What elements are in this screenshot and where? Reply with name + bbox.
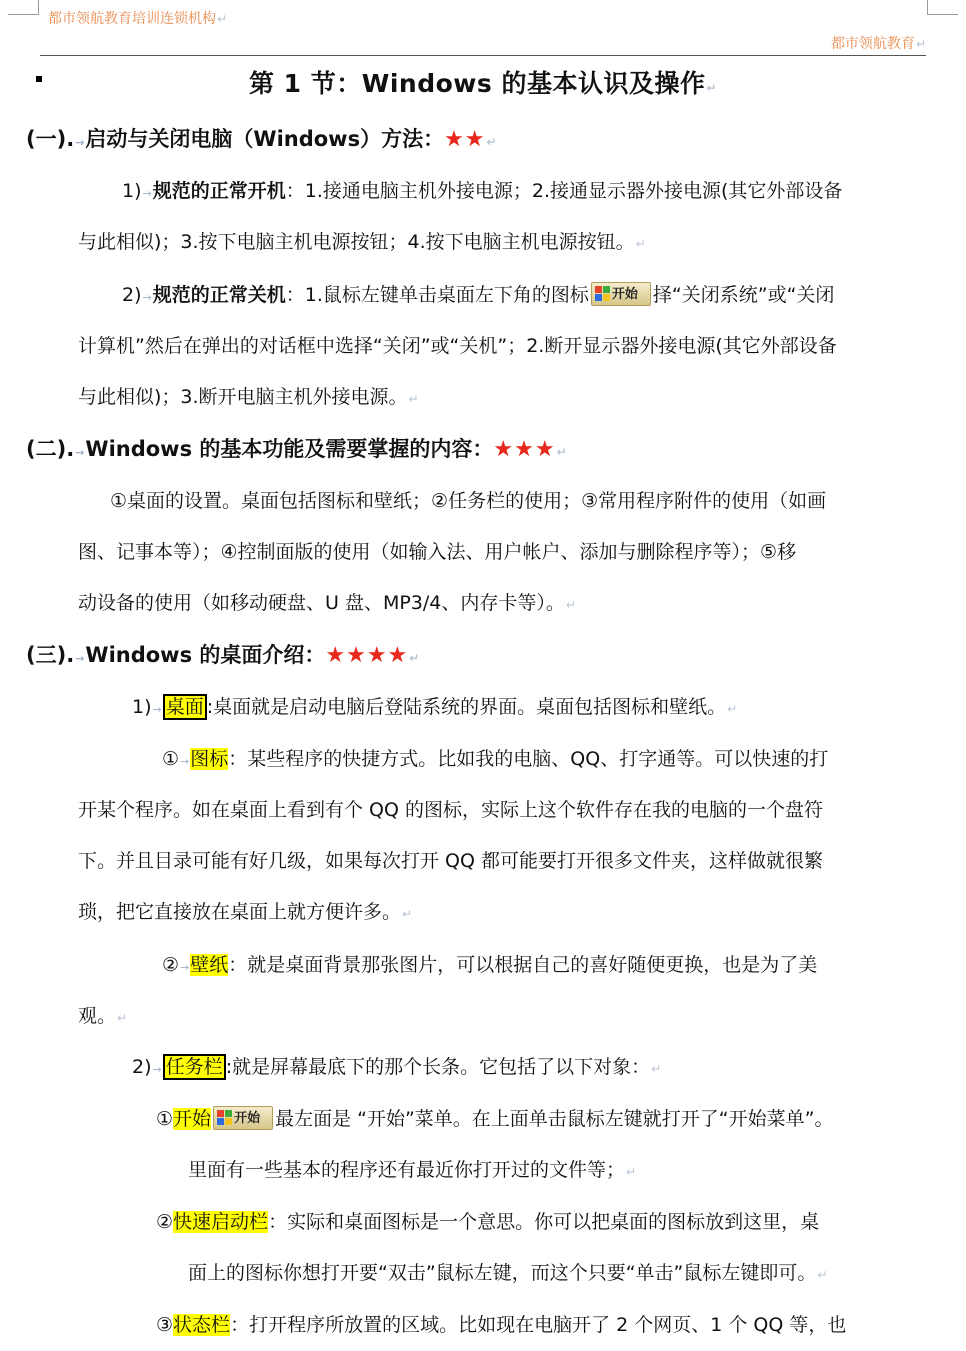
section-number: (三). bbox=[26, 643, 75, 667]
paragraph-poweron-2 bbox=[78, 217, 646, 270]
section-title: 启动与关闭电脑（Windows）方法： bbox=[85, 127, 445, 151]
paragraph-text: 琐，把它直接放在桌面上就方便许多。 bbox=[78, 901, 402, 923]
page-title bbox=[0, 64, 966, 108]
start-button-image bbox=[591, 282, 651, 306]
section-number: (一). bbox=[26, 127, 75, 151]
term-desktop: 桌面 bbox=[163, 694, 207, 720]
paragraph-mark-icon: ↵ bbox=[706, 81, 718, 95]
paragraph-start-2 bbox=[188, 1145, 636, 1198]
tab-arrow-icon: → bbox=[75, 652, 85, 665]
paragraph-start-1 bbox=[156, 1094, 833, 1145]
item-number: ① bbox=[162, 748, 180, 770]
paragraph-wallpaper-2 bbox=[78, 991, 127, 1044]
start-button-label: 开始 bbox=[234, 1110, 261, 1126]
windows-flag-icon bbox=[595, 286, 610, 301]
item-number: ① bbox=[156, 1108, 174, 1130]
paragraph-mark-icon: ↵ bbox=[626, 1165, 637, 1179]
page-title-text: 第 1 节：Windows 的基本认识及操作 bbox=[248, 69, 706, 98]
paragraph-text: ：1.接通电脑主机外接电源；2.接通显示器外接电源(其它外部设备 bbox=[285, 180, 843, 202]
paragraph-text: 观。 bbox=[78, 1005, 117, 1027]
start-button-label: 开始 bbox=[611, 286, 638, 302]
paragraph-text: 图、记事本等）；④控制面版的使用（如输入法、用户帐户、添加与删除程序等）；⑤移 bbox=[78, 541, 797, 563]
tab-arrow-icon: → bbox=[142, 291, 152, 304]
tab-arrow-icon: → bbox=[152, 1063, 162, 1076]
paragraph-functions-1 bbox=[110, 476, 826, 527]
paragraph-text: ：打开程序所放置的区域。比如现在电脑开了 2 个网页、1 个 QQ 等，也 bbox=[230, 1314, 847, 1336]
paragraph-text: :就是屏幕最底下的那个长条。它包括了以下对象： bbox=[225, 1056, 651, 1078]
paragraph-text: ：实际和桌面图标是一个意思。你可以把桌面的图标放到这里，桌 bbox=[268, 1211, 820, 1233]
paragraph-mark-icon: ↵ bbox=[817, 1268, 828, 1282]
term-statusbar: 状态栏 bbox=[173, 1314, 231, 1336]
paragraph-poweron-1 bbox=[122, 166, 842, 219]
paragraph-text: 与此相似)；3.按下电脑主机电源按钮；4.按下电脑主机电源按钮。 bbox=[78, 231, 635, 253]
paragraph-mark-icon: ↵ bbox=[635, 237, 646, 251]
paragraph-desktop bbox=[132, 682, 737, 735]
section-heading-2 bbox=[26, 432, 567, 470]
paragraph-text: 里面有一些基本的程序还有最近你打开过的文件等； bbox=[188, 1159, 626, 1181]
paragraph-text: 下。并且目录可能有好几级，如果每次打开 QQ 都可能要打开很多文件夹，这样做就很繁 bbox=[78, 850, 823, 872]
paragraph-poweroff-3 bbox=[78, 372, 419, 425]
paragraph-text: 动设备的使用（如移动硬盘、U 盘、MP3/4、内存卡等）。 bbox=[78, 592, 565, 614]
term-poweroff: 规范的正常关机 bbox=[152, 284, 286, 306]
header-right bbox=[831, 33, 926, 53]
rating-stars: ★★★★ bbox=[325, 643, 409, 668]
item-number: 2) bbox=[132, 1056, 152, 1078]
page-corner-mark bbox=[8, 0, 39, 15]
section-number: (二). bbox=[26, 437, 75, 461]
rating-stars: ★★ bbox=[444, 127, 486, 152]
term-quicklaunch: 快速启动栏 bbox=[173, 1211, 269, 1233]
paragraph-poweroff-1 bbox=[122, 270, 834, 323]
paragraph-quicklaunch-1 bbox=[156, 1197, 819, 1248]
paragraph-wallpaper-1 bbox=[162, 940, 817, 993]
paragraph-mark-icon: ↵ bbox=[117, 1011, 128, 1025]
section-title: Windows 的基本功能及需要掌握的内容： bbox=[85, 437, 494, 461]
paragraph-text: ：1.鼠标左键单击桌面左下角的图标 bbox=[285, 284, 589, 306]
item-number: ② bbox=[156, 1211, 174, 1233]
paragraph-text: ：就是桌面背景那张图片，可以根据自己的喜好随便更换，也是为了美 bbox=[228, 954, 818, 976]
header-left-text: 都市领航教育培训连锁机构 bbox=[48, 11, 216, 27]
tab-arrow-icon: → bbox=[180, 755, 190, 768]
rating-stars: ★★★ bbox=[493, 437, 556, 462]
paragraph-icon-1 bbox=[162, 734, 828, 787]
term-taskbar: 任务栏 bbox=[163, 1054, 226, 1080]
paragraph-text: ①桌面的设置。桌面包括图标和壁纸；②任务栏的使用；③常用程序附件的使用（如画 bbox=[110, 490, 827, 512]
header-left bbox=[48, 8, 227, 28]
paragraph-text: 与此相似)；3.断开电脑主机外接电源。 bbox=[78, 386, 408, 408]
paragraph-text: 开某个程序。如在桌面上看到有个 QQ 的图标，实际上这个软件存在我的电脑的一个盘符 bbox=[78, 799, 823, 821]
paragraph-mark-icon: ↵ bbox=[402, 907, 413, 921]
item-number: 2) bbox=[122, 284, 142, 306]
paragraph-poweroff-2 bbox=[78, 321, 837, 372]
paragraph-functions-3 bbox=[78, 578, 576, 631]
term-poweron: 规范的正常开机 bbox=[152, 180, 286, 202]
paragraph-statusbar-1 bbox=[156, 1300, 846, 1351]
term-start: 开始 bbox=[173, 1108, 212, 1130]
paragraph-text: 最左面是 “开始”菜单。在上面单击鼠标左键就打开了“开始菜单”。 bbox=[275, 1108, 834, 1130]
paragraph-mark-icon: ↵ bbox=[727, 702, 738, 716]
paragraph-mark-icon: ↵ bbox=[651, 1062, 662, 1076]
paragraph-text: :桌面就是启动电脑后登陆系统的界面。桌面包括图标和壁纸。 bbox=[206, 696, 727, 718]
tab-arrow-icon: → bbox=[75, 446, 85, 459]
paragraph-text: 面上的图标你想打开要“双击”鼠标左键，而这个只要“单击”鼠标左键即可。 bbox=[188, 1262, 817, 1284]
header-rule bbox=[40, 55, 926, 56]
term-wallpaper: 壁纸 bbox=[190, 954, 229, 976]
section-heading-3 bbox=[26, 638, 419, 676]
paragraph-functions-2 bbox=[78, 527, 796, 578]
section-heading-1 bbox=[26, 122, 497, 160]
paragraph-text: 计算机”然后在弹出的对话框中选择“关闭”或“关机”；2.断开显示器外接电源(其它外部设备 bbox=[78, 335, 837, 357]
paragraph-mark-icon: ↵ bbox=[217, 12, 228, 26]
section-title: Windows 的桌面介绍： bbox=[85, 643, 326, 667]
paragraph-mark-icon: ↵ bbox=[486, 135, 497, 149]
paragraph-icon-3 bbox=[78, 836, 823, 887]
header-right-text: 都市领航教育 bbox=[830, 36, 915, 52]
item-number: ③ bbox=[156, 1314, 174, 1336]
start-button-image bbox=[213, 1106, 273, 1130]
paragraph-text: 择“关闭系统”或“关闭 bbox=[652, 284, 835, 306]
windows-flag-icon bbox=[217, 1110, 232, 1125]
tab-arrow-icon: → bbox=[75, 136, 85, 149]
page-corner-mark bbox=[927, 0, 958, 15]
tab-arrow-icon: → bbox=[152, 703, 162, 716]
paragraph-mark-icon: ↵ bbox=[408, 392, 419, 406]
tab-arrow-icon: → bbox=[142, 187, 152, 200]
term-icon: 图标 bbox=[190, 748, 229, 770]
item-number: 1) bbox=[122, 180, 142, 202]
paragraph-quicklaunch-2 bbox=[188, 1248, 827, 1301]
paragraph-text: ：某些程序的快捷方式。比如我的电脑、QQ、打字通等。可以快速的打 bbox=[228, 748, 829, 770]
paragraph-taskbar bbox=[132, 1042, 661, 1095]
paragraph-mark-icon: ↵ bbox=[565, 598, 576, 612]
paragraph-mark-icon: ↵ bbox=[556, 445, 567, 459]
paragraph-mark-icon: ↵ bbox=[915, 37, 926, 51]
item-number: ② bbox=[162, 954, 180, 976]
tab-arrow-icon: → bbox=[180, 961, 190, 974]
paragraph-mark-icon: ↵ bbox=[409, 651, 420, 665]
paragraph-icon-2 bbox=[78, 785, 823, 836]
paragraph-icon-4 bbox=[78, 887, 412, 940]
item-number: 1) bbox=[132, 696, 152, 718]
